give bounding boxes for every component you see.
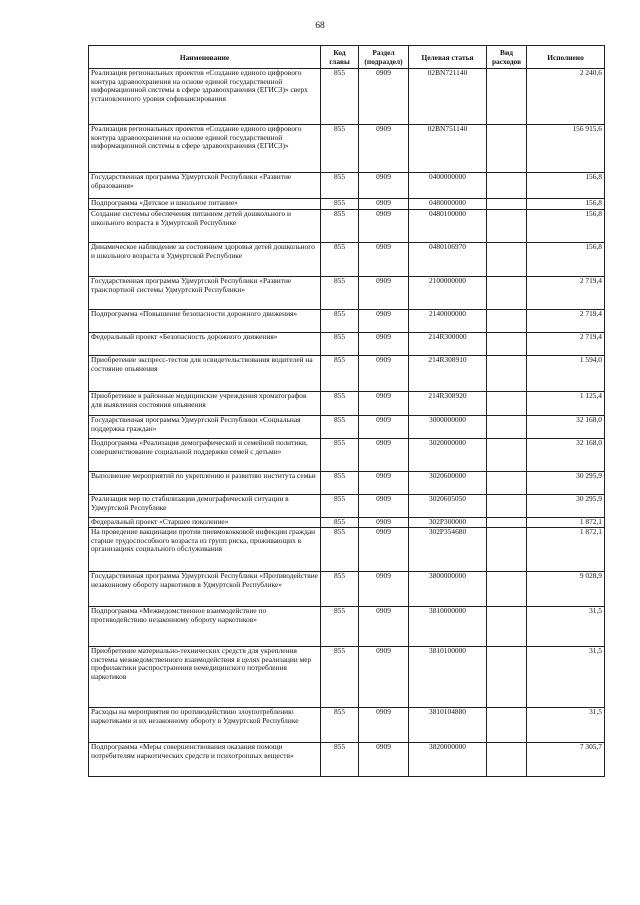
row-executed: 30 295,9: [527, 495, 605, 518]
table-row: [89, 392, 605, 416]
row-section: 0909: [359, 199, 409, 210]
row-chapter-code: 855: [321, 439, 359, 472]
row-chapter-code: 855: [321, 210, 359, 243]
row-chapter-code: 855: [321, 528, 359, 572]
row-chapter-code: 855: [321, 69, 359, 125]
row-chapter-code: 855: [321, 572, 359, 607]
row-name: Государственная программа Удмуртской Республики «Социальная поддержка граждан»: [89, 416, 321, 439]
row-executed: 1 594,0: [527, 356, 605, 392]
row-name: Расходы на мероприятия по противодействию злоупотреблению наркотиками и их незаконному обороту в Удмуртской Республике: [89, 708, 321, 743]
row-chapter-code: 855: [321, 743, 359, 777]
row-name: Подпрограмма «Межведомственное взаимодействие по противодействию незаконному обороту наркотиков»: [89, 607, 321, 647]
row-chapter-code: 855: [321, 647, 359, 708]
row-name: Государственная программа Удмуртской Республики «Развитие образования»: [89, 173, 321, 199]
row-chapter-code: 855: [321, 607, 359, 647]
row-target-item: 3800000000: [409, 572, 487, 607]
table-header-row: [89, 46, 605, 69]
row-section: 0909: [359, 125, 409, 173]
row-target-item: 0400000000: [409, 173, 487, 199]
row-executed: 2 240,6: [527, 69, 605, 125]
row-section: 0909: [359, 572, 409, 607]
row-executed: 156 915,6: [527, 125, 605, 173]
row-expense-type: [487, 210, 527, 243]
row-executed: 9 028,9: [527, 572, 605, 607]
row-target-item: 2140000000: [409, 310, 487, 333]
table-row: [89, 495, 605, 518]
row-chapter-code: 855: [321, 356, 359, 392]
row-executed: 2 719,4: [527, 333, 605, 356]
row-expense-type: [487, 243, 527, 277]
row-executed: 7 305,7: [527, 743, 605, 777]
row-target-item: 02ВN721140: [409, 69, 487, 125]
row-expense-type: [487, 69, 527, 125]
row-name: Государственная программа Удмуртской Республики «Противодействие незаконному обороту наркотиков в Удмуртской Республике»: [89, 572, 321, 607]
row-section: 0909: [359, 472, 409, 495]
row-chapter-code: 855: [321, 472, 359, 495]
row-chapter-code: 855: [321, 518, 359, 528]
row-target-item: 3810100000: [409, 647, 487, 708]
row-name: Динамическое наблюдение за состоянием здоровья детей дошкольного и школьного возраста в Удмуртской Республике: [89, 243, 321, 277]
row-expense-type: [487, 647, 527, 708]
row-section: 0909: [359, 69, 409, 125]
row-chapter-code: 855: [321, 199, 359, 210]
row-target-item: 3020600000: [409, 472, 487, 495]
table-row: [89, 310, 605, 333]
row-chapter-code: 855: [321, 277, 359, 310]
row-executed: 156,8: [527, 210, 605, 243]
row-expense-type: [487, 518, 527, 528]
row-expense-type: [487, 472, 527, 495]
row-executed: 156,8: [527, 173, 605, 199]
row-executed: 32 168,0: [527, 439, 605, 472]
row-expense-type: [487, 125, 527, 173]
row-chapter-code: 855: [321, 310, 359, 333]
row-target-item: 3820000000: [409, 743, 487, 777]
row-expense-type: [487, 495, 527, 518]
table-row: [89, 518, 605, 528]
row-chapter-code: 855: [321, 125, 359, 173]
row-name: Федеральный проект «Безопасность дорожного движения»: [89, 333, 321, 356]
row-name: Создание системы обеспечения питанием детей дошкольного и школьного возраста в Удмуртской Республике: [89, 210, 321, 243]
row-expense-type: [487, 199, 527, 210]
header-executed: Исполнено: [527, 46, 605, 69]
row-section: 0909: [359, 439, 409, 472]
row-expense-type: [487, 356, 527, 392]
header-chapter-code: Код главы: [321, 46, 359, 69]
row-chapter-code: 855: [321, 392, 359, 416]
table-row: [89, 277, 605, 310]
row-section: 0909: [359, 518, 409, 528]
table-row: [89, 439, 605, 472]
table-row: [89, 572, 605, 607]
row-target-item: 0480100000: [409, 210, 487, 243]
row-section: 0909: [359, 708, 409, 743]
budget-table: [88, 45, 605, 777]
row-chapter-code: 855: [321, 173, 359, 199]
row-target-item: 2100000000: [409, 277, 487, 310]
row-chapter-code: 855: [321, 708, 359, 743]
row-executed: 1 872,1: [527, 528, 605, 572]
row-target-item: 0480106970: [409, 243, 487, 277]
table-row: [89, 199, 605, 210]
row-section: 0909: [359, 277, 409, 310]
row-executed: 2 719,4: [527, 310, 605, 333]
row-expense-type: [487, 333, 527, 356]
row-target-item: 302Р300000: [409, 518, 487, 528]
row-name: Государственная программа Удмуртской Республики «Развитие транспортной системы Удмуртской Республики»: [89, 277, 321, 310]
row-section: 0909: [359, 356, 409, 392]
row-expense-type: [487, 572, 527, 607]
row-expense-type: [487, 277, 527, 310]
row-target-item: 02ВN751140: [409, 125, 487, 173]
row-name: Реализация региональных проектов «Создание единого цифрового контура здравоохранения на основе единой государственной информационной системы в сфере здравоохранения (ЕГИСЗ)»: [89, 125, 321, 173]
row-target-item: 214R308910: [409, 356, 487, 392]
row-section: 0909: [359, 243, 409, 277]
row-section: 0909: [359, 607, 409, 647]
row-executed: 156,8: [527, 199, 605, 210]
table-row: [89, 333, 605, 356]
row-executed: 31,5: [527, 607, 605, 647]
table-row: [89, 607, 605, 647]
page-number: 68: [315, 21, 325, 31]
row-executed: 32 168,0: [527, 416, 605, 439]
row-section: 0909: [359, 333, 409, 356]
row-name: Подпрограмма «Повышение безопасности дорожного движения»: [89, 310, 321, 333]
table-row: [89, 173, 605, 199]
row-chapter-code: 855: [321, 243, 359, 277]
row-target-item: 3000000000: [409, 416, 487, 439]
table-row: [89, 416, 605, 439]
row-name: Выполнение мероприятий по укреплению и развитию института семьи: [89, 472, 321, 495]
row-name: Подпрограмма «Детское и школьное питание»: [89, 199, 321, 210]
row-expense-type: [487, 392, 527, 416]
header-section: Раздел (подраздел): [359, 46, 409, 69]
header-target-item: Целевая статья: [409, 46, 487, 69]
row-name: Реализация региональных проектов «Создание единого цифрового контура здравоохранения на основе единой государственной информационной системы в сфере здравоохранения (ЕГИСЗ)» сверх установленного уровня софинансирования: [89, 69, 321, 125]
table-row: [89, 472, 605, 495]
row-executed: 31,5: [527, 708, 605, 743]
row-section: 0909: [359, 416, 409, 439]
table-row: [89, 356, 605, 392]
row-target-item: 214R308920: [409, 392, 487, 416]
row-target-item: 302Р354680: [409, 528, 487, 572]
row-name: Приобретение экспресс-тестов для освидетельствования водителей на состояние опьянения: [89, 356, 321, 392]
row-target-item: 0480000000: [409, 199, 487, 210]
row-section: 0909: [359, 495, 409, 518]
row-name: Подпрограмма «Меры совершенствования оказания помощи потребителям наркотических средств и психотропных веществ»: [89, 743, 321, 777]
table-row: [89, 708, 605, 743]
row-chapter-code: 855: [321, 333, 359, 356]
table-row: [89, 528, 605, 572]
row-expense-type: [487, 173, 527, 199]
row-section: 0909: [359, 210, 409, 243]
row-name: На проведение вакцинации против пневмококковой инфекции граждан старше трудоспособного возраста из групп риска, проживающих в организациях социального обслуживания: [89, 528, 321, 572]
row-executed: 1 125,4: [527, 392, 605, 416]
row-expense-type: [487, 310, 527, 333]
row-executed: 1 872,1: [527, 518, 605, 528]
table-row: [89, 243, 605, 277]
row-target-item: 3810000000: [409, 607, 487, 647]
row-expense-type: [487, 708, 527, 743]
row-name: Приобретение в районные медицинские учреждения хроматографов для выявления состояния опьянения: [89, 392, 321, 416]
row-expense-type: [487, 528, 527, 572]
row-target-item: 3020000000: [409, 439, 487, 472]
row-name: Подпрограмма «Реализация демографической и семейной политики, совершенствование социальной поддержки семей с детьми»: [89, 439, 321, 472]
row-executed: 31,5: [527, 647, 605, 708]
row-executed: 156,8: [527, 243, 605, 277]
row-section: 0909: [359, 528, 409, 572]
header-name: Наименование: [89, 46, 321, 69]
row-executed: 2 719,4: [527, 277, 605, 310]
row-executed: 30 295,9: [527, 472, 605, 495]
row-section: 0909: [359, 173, 409, 199]
row-section: 0909: [359, 743, 409, 777]
row-target-item: 3810104880: [409, 708, 487, 743]
row-expense-type: [487, 439, 527, 472]
header-expense-type: Вид расходов: [487, 46, 527, 69]
row-expense-type: [487, 743, 527, 777]
row-name: Реализация мер по стабилизации демографической ситуации в Удмуртской Республике: [89, 495, 321, 518]
table-row: [89, 647, 605, 708]
row-name: Приобретение материально-технических средств для укрепления системы межведомственного взаимодействия в целях реализации мер профилактики распространения немедицинского потребления наркотиков: [89, 647, 321, 708]
row-expense-type: [487, 607, 527, 647]
row-expense-type: [487, 416, 527, 439]
table-row: [89, 69, 605, 125]
row-section: 0909: [359, 392, 409, 416]
row-chapter-code: 855: [321, 416, 359, 439]
row-target-item: 3020605050: [409, 495, 487, 518]
table-row: [89, 125, 605, 173]
row-target-item: 214R300000: [409, 333, 487, 356]
row-section: 0909: [359, 647, 409, 708]
table-row: [89, 743, 605, 777]
row-section: 0909: [359, 310, 409, 333]
table-row: [89, 210, 605, 243]
row-chapter-code: 855: [321, 495, 359, 518]
row-name: Федеральный проект «Старшее поколение»: [89, 518, 321, 528]
